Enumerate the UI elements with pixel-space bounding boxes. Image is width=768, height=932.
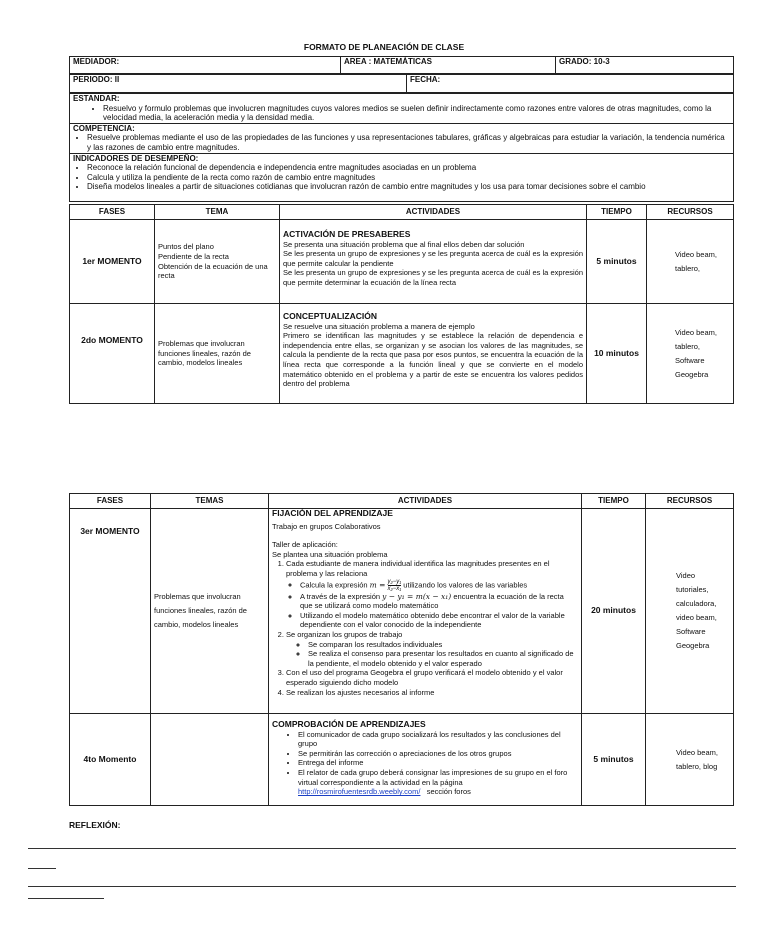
mediador-label: MEDIADOR: [70, 57, 341, 74]
col-header-actividades: ACTIVIDADES [280, 205, 587, 220]
activity-item: • Se permitirán las corrección o apreciaciones de los otros grupos [298, 749, 578, 759]
activity-line: Se plantea una situación problema [272, 549, 388, 559]
col-header-recursos: RECURSOS [647, 205, 734, 220]
fraction-numerator: y₂−y₁ [387, 578, 402, 585]
activities-table-1 [69, 204, 734, 404]
competencia-cell [70, 123, 734, 153]
step-text: Se organizan los grupos de trabajo [286, 629, 403, 639]
reflexion-line [28, 898, 104, 899]
recurso-item: Geogebra [676, 641, 710, 650]
recurso-item: Video beam, [675, 249, 717, 259]
actividades-cell [280, 304, 587, 404]
activity-item: • Entrega del informe [298, 758, 578, 768]
recurso-item: calculadora, [676, 599, 717, 608]
indicador-item: • Reconoce la relación funcional de dependencia e independencia entre magnitudes asociadas en un problema [87, 163, 730, 173]
formula-line-equation: y − y₁ = m(x − x₁) [382, 591, 452, 601]
competencia-label: COMPETENCIA: [73, 123, 135, 133]
recurso-item: Video beam, [675, 327, 717, 337]
activity-text: Se resuelve una situación problema a manera de ejemplo Primero se identifican las magnitudes y se establece la relación de dependencia e independencia entre ellas, se organizan y se asocian los valores de las magnitudes, se calcula la pendiente de la recta que pasa por esos puntos, se encuentra la ecuación de la línea recta que corresponde a la función lineal y que se convierte en el modelo matemático obtenido en el problema y a partir de este se encuentra los valores pedidos dentro del problema [283, 321, 583, 389]
formula-fraction [388, 579, 402, 592]
reflexion-line [28, 886, 736, 887]
grado-label: GRADO: 10-3 [556, 57, 734, 74]
indicadores-cell [70, 153, 734, 201]
substep-text: A través de la expresión [300, 591, 381, 601]
tiempo-cell: 20 minutos [582, 509, 646, 714]
col-header-tema: TEMA [155, 205, 280, 220]
recursos-cell [646, 714, 734, 806]
reflexion-line [28, 868, 56, 869]
reflexion-line [28, 848, 736, 849]
tiempo-cell: 10 minutos [587, 304, 647, 404]
formula-slope: m = [369, 580, 386, 590]
activity-title: FIJACIÓN DEL APRENDIZAJE [272, 508, 393, 518]
indicador-item: • Calcula y utiliza la pendiente de la recta como razón de cambio entre magnitudes [87, 173, 730, 183]
recurso-item: tablero, [675, 341, 701, 351]
col-header-fases: FASES [70, 205, 155, 220]
header-table [69, 56, 734, 74]
tema-line: Problemas que involucran funciones lineales, razón de cambio, modelos lineales [158, 339, 251, 368]
substep-text: encuentra la ecuación de la recta que se utilizará como modelo matemático [300, 591, 564, 611]
actividades-cell [269, 509, 582, 714]
recurso-item: Software [676, 627, 706, 636]
activity-line: Trabajo en grupos Colaborativos [272, 521, 381, 531]
activity-item [298, 768, 578, 797]
area-label: AREA : MATEMÁTICAS [341, 57, 556, 74]
col-header-tiempo: TIEMPO [582, 494, 646, 509]
activity-item: • El comunicador de cada grupo socializará los resultados y las conclusiones del grupo [298, 730, 578, 749]
substep-item [300, 592, 578, 611]
tema-line: Obtención de la ecuación de una recta [158, 261, 268, 281]
substep-item: ◦ Se comparan los resultados individuales [308, 640, 578, 650]
col-header-recursos: RECURSOS [646, 494, 734, 509]
recurso-item: Geogebra [675, 369, 709, 379]
tema-cell [155, 220, 280, 304]
activity-text: sección foros [426, 787, 471, 797]
col-header-actividades: ACTIVIDADES [269, 494, 582, 509]
table-row [70, 220, 734, 304]
recurso-item: tablero, [675, 263, 701, 273]
activities-table-2 [69, 493, 734, 806]
fase-cell: 1er MOMENTO [70, 220, 155, 304]
recurso-item: tablero, blog [676, 761, 718, 771]
table-row [70, 714, 734, 806]
page-title: FORMATO DE PLANEACIÓN DE CLASE [303, 42, 465, 52]
recursos-cell [647, 220, 734, 304]
table-row [70, 304, 734, 404]
indicadores-label: INDICADORES DE DESEMPEÑO: [73, 153, 199, 163]
tema-cell: Problemas que involucran funciones lineales, razón de cambio, modelos lineales [151, 509, 269, 714]
tema-line: Pendiente de la recta [158, 251, 229, 261]
periodo-label: PERIODO: II [70, 75, 407, 93]
step-item [286, 559, 578, 630]
fase-cell: 2do MOMENTO [70, 304, 155, 404]
recurso-item: Video [676, 571, 696, 580]
activity-title: ACTIVACIÓN DE PRESABERES [283, 229, 411, 239]
substep-text: utilizando los valores de las variables [403, 580, 528, 590]
col-header-tiempo: TIEMPO [587, 205, 647, 220]
activity-title: COMPROBACIÓN DE APRENDIZAJES [272, 719, 426, 729]
step-text: Cada estudiante de manera individual identifica las magnitudes presentes en el problema y las relaciona [286, 559, 550, 578]
substep-text: Calcula la expresión [300, 580, 368, 590]
substep-item: ◦ Se realiza el consenso para presentar los resultados en cuanto al significado de la pendiente, el modelo obtenido y el valor esperado [308, 649, 578, 668]
indicador-item: • Diseña modelos lineales a partir de situaciones cotidianas que involucran razón de cambio entre magnitudes y los usa para tomar decisiones sobre el cambio [87, 182, 730, 192]
fraction-denominator: x₂−x₁ [387, 585, 402, 592]
recursos-cell [647, 304, 734, 404]
recurso-item: Software [675, 355, 705, 365]
step-item [286, 630, 578, 668]
reflexion-label: REFLEXIÓN: [69, 820, 121, 830]
standards-table [69, 93, 734, 202]
substep-item: ◦ Utilizando el modelo matemático obtenido debe encontrar el valor de la variable dependiente con el valor conocido de la independiente [300, 611, 578, 630]
actividades-cell [269, 714, 582, 806]
fase-cell: 4to Momento [70, 714, 151, 806]
estandar-cell [70, 94, 734, 124]
recurso-item: Video beam, [676, 747, 718, 757]
estandar-label: ESTANDAR: [73, 94, 120, 103]
recursos-cell [646, 509, 734, 714]
activity-title: CONCEPTUALIZACIÓN [283, 311, 377, 321]
col-header-temas: TEMAS [151, 494, 269, 509]
step-item: 3. Con el uso del programa Geogebra el grupo verificará el modelo obtenido y el valor esperado siguiendo dicho modelo [286, 668, 578, 687]
tiempo-cell: 5 minutos [587, 220, 647, 304]
tema-cell [155, 304, 280, 404]
activity-text: El relator de cada grupo deberá consignar las impresiones de su grupo en el foro virtual correspondiente a la actividad en la página [298, 767, 568, 787]
periodo-table [69, 74, 734, 93]
substep-item [300, 579, 578, 592]
activity-line: Taller de aplicación: [272, 540, 338, 550]
tiempo-cell: 5 minutos [582, 714, 646, 806]
competencia-item: • Resuelve problemas mediante el uso de las propiedades de las funciones y usa representaciones tabulares, gráficas y algebraicas para estudiar la variación, la tendencia numérica y las razones de cambio entre magnitudes. [87, 133, 730, 152]
table-row [70, 509, 734, 714]
activity-text: Se presenta una situación problema que al final ellos deben dar solución Se les presenta un grupo de expresiones y se les pregunta acerca de cuál es la expresión que permite calcular la pendiente Se les presenta un grupo de expresiones y se les pregunta acerca de cuál es la expresión que permite determinar la ecuación de la línea recta [283, 239, 583, 287]
fase-cell: 3er MOMENTO [70, 509, 151, 714]
step-item: 4. Se realizan los ajustes necesarios al informe [286, 688, 578, 698]
blog-link[interactable]: http://rosmirofuentesrdb.weebly.com/ [298, 787, 421, 797]
estandar-item: • Resuelvo y formulo problemas que involucren magnitudes cuyos valores medios se suelen definir indirectamente como razones entre valores de otras magnitudes, como la velocidad media, la aceleración media y la densidad media. [103, 104, 730, 123]
recurso-item: video beam, [676, 613, 717, 622]
tema-cell [151, 714, 269, 806]
actividades-cell [280, 220, 587, 304]
recurso-item: tutoriales, [676, 585, 709, 594]
tema-line: Puntos del plano [158, 242, 214, 252]
fecha-label: FECHA: [407, 75, 734, 93]
col-header-fases: FASES [70, 494, 151, 509]
